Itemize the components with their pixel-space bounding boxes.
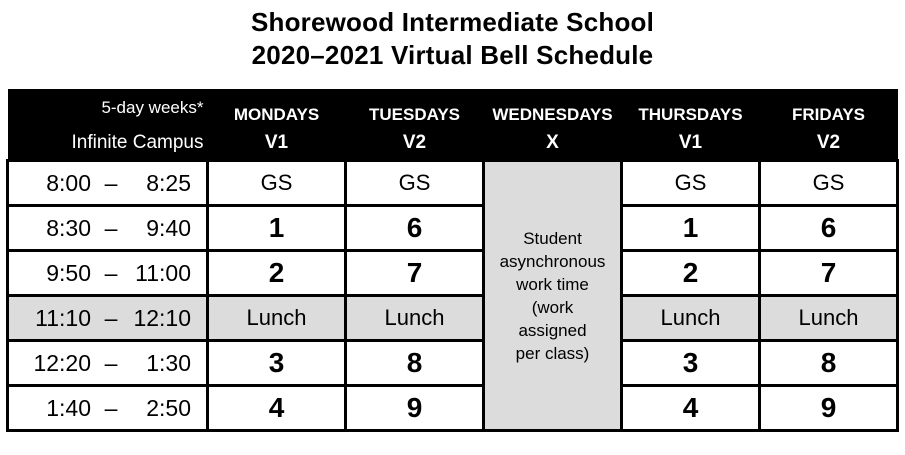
time-dash: – bbox=[104, 349, 118, 376]
title-schedule: 2020–2021 Virtual Bell Schedule bbox=[251, 40, 654, 70]
time-start: 1:40 bbox=[46, 394, 91, 421]
title-school: Shorewood Intermediate School bbox=[250, 7, 655, 37]
schedule-body bbox=[8, 161, 898, 431]
cell-thursday: Lunch bbox=[622, 296, 760, 341]
time-end: 12:10 bbox=[133, 304, 191, 331]
cell-tuesday: 7 bbox=[346, 251, 484, 296]
wednesday-async-note bbox=[484, 161, 622, 431]
cell-thursday: 2 bbox=[622, 251, 760, 296]
time-dash: – bbox=[104, 169, 118, 196]
wed-note-line: per class) bbox=[515, 343, 590, 363]
cell-tuesday: Lunch bbox=[346, 296, 484, 341]
time-end: 9:40 bbox=[146, 214, 191, 241]
header-row-days bbox=[8, 89, 898, 127]
table-row bbox=[8, 161, 898, 206]
wed-note-line: work time bbox=[516, 274, 589, 294]
time-start: 8:00 bbox=[46, 169, 91, 196]
cell-friday: 7 bbox=[760, 251, 898, 296]
time-dash: – bbox=[104, 304, 118, 331]
table-row bbox=[8, 341, 898, 386]
day-header-friday: FRIDAYS bbox=[760, 89, 898, 127]
cell-tuesday: GS bbox=[346, 161, 484, 206]
time-end: 2:50 bbox=[146, 394, 191, 421]
day-header-tuesday: TUESDAYS bbox=[346, 89, 484, 127]
day-code-tuesday: V2 bbox=[346, 127, 484, 161]
table-row bbox=[8, 386, 898, 431]
time-slot bbox=[8, 386, 208, 431]
wed-note-line: asynchronous bbox=[499, 251, 606, 271]
wed-note-line: Student bbox=[523, 228, 582, 248]
cell-monday: Lunch bbox=[208, 296, 346, 341]
cell-tuesday: 9 bbox=[346, 386, 484, 431]
time-dash: – bbox=[104, 214, 118, 241]
cell-monday: GS bbox=[208, 161, 346, 206]
five-day-weeks-label: 5-day weeks* bbox=[8, 89, 208, 127]
cell-monday: 2 bbox=[208, 251, 346, 296]
cell-thursday: 4 bbox=[622, 386, 760, 431]
time-end: 1:30 bbox=[146, 349, 191, 376]
time-end: 8:25 bbox=[146, 169, 191, 196]
infinite-campus-label: Infinite Campus bbox=[8, 127, 208, 161]
cell-friday: 8 bbox=[760, 341, 898, 386]
time-dash: – bbox=[104, 394, 118, 421]
cell-thursday: 1 bbox=[622, 206, 760, 251]
schedule-header bbox=[8, 89, 898, 161]
cell-friday: 9 bbox=[760, 386, 898, 431]
time-start: 9:50 bbox=[46, 259, 91, 286]
wed-note-line: assigned bbox=[518, 320, 587, 340]
cell-monday: 3 bbox=[208, 341, 346, 386]
time-slot bbox=[8, 296, 208, 341]
day-header-thursday: THURSDAYS bbox=[622, 89, 760, 127]
header-row-codes bbox=[8, 127, 898, 161]
cell-thursday: 3 bbox=[622, 341, 760, 386]
day-code-monday: V1 bbox=[208, 127, 346, 161]
time-slot bbox=[8, 341, 208, 386]
page-title bbox=[0, 6, 905, 72]
day-code-wednesday: X bbox=[484, 127, 622, 161]
cell-monday: 1 bbox=[208, 206, 346, 251]
cell-friday: GS bbox=[760, 161, 898, 206]
table-row bbox=[8, 206, 898, 251]
cell-tuesday: 8 bbox=[346, 341, 484, 386]
day-code-friday: V2 bbox=[760, 127, 898, 161]
cell-friday: Lunch bbox=[760, 296, 898, 341]
cell-thursday: GS bbox=[622, 161, 760, 206]
cell-tuesday: 6 bbox=[346, 206, 484, 251]
table-row-lunch bbox=[8, 296, 898, 341]
time-slot bbox=[8, 161, 208, 206]
time-slot bbox=[8, 206, 208, 251]
cell-monday: 4 bbox=[208, 386, 346, 431]
time-slot bbox=[8, 251, 208, 296]
table-row bbox=[8, 251, 898, 296]
cell-friday: 6 bbox=[760, 206, 898, 251]
day-header-monday: MONDAYS bbox=[208, 89, 346, 127]
day-code-thursday: V1 bbox=[622, 127, 760, 161]
time-dash: – bbox=[104, 259, 118, 286]
wed-note-line: (work bbox=[531, 297, 574, 317]
time-start: 12:20 bbox=[33, 349, 91, 376]
day-header-wednesday: WEDNESDAYS bbox=[484, 89, 622, 127]
bell-schedule-table bbox=[6, 89, 899, 432]
time-start: 11:10 bbox=[35, 304, 91, 331]
time-start: 8:30 bbox=[46, 214, 91, 241]
time-end: 11:00 bbox=[135, 259, 191, 286]
